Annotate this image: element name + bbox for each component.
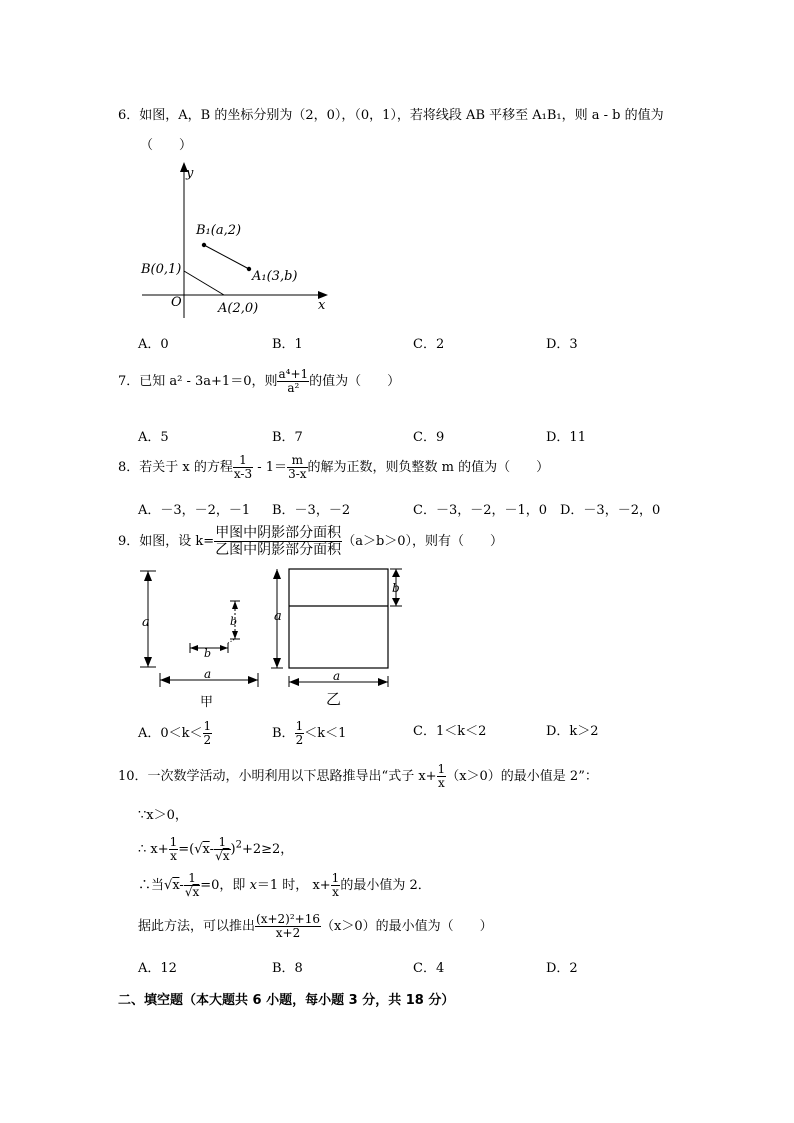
- section-heading: 二、填空题（本大题共 6 小题，每小题 3 分，共 18 分）: [118, 993, 455, 1008]
- q10-line4-fraction: [255, 913, 321, 940]
- yi-caption: 乙: [326, 690, 342, 708]
- q7-option-a: A．5: [138, 430, 169, 445]
- point-a1-label: A₁(3,b): [252, 269, 298, 284]
- q7-pre: 7．已知 a² - 3a+1＝0，则: [118, 374, 278, 389]
- q8-fraction-1: [233, 454, 253, 481]
- q10-line4-num: (x+2)²+16: [256, 912, 320, 926]
- jia-caption: 甲: [200, 695, 214, 710]
- q7-stem: [118, 368, 400, 395]
- point-b1-label: B₁(a,2): [196, 223, 242, 238]
- q9-den: 乙图中阴影部分面积: [215, 542, 342, 558]
- q9-post: （a＞b＞0），则有（ ）: [342, 534, 504, 549]
- q10-line4-post: （x＞0）的最小值为（ ）: [320, 919, 493, 934]
- q8-f2-num: m: [287, 454, 307, 468]
- q10-line2: ∴ x+ $\frac{1}{x}$ =(√x- $\frac{1}{√x}$ )$^2$+2≥2，: [138, 835, 294, 863]
- y-axis-label: y: [186, 166, 194, 181]
- q6-paren: （ ）: [140, 138, 193, 153]
- q6-stem: 6．如图，A，B 的坐标分别为（2，0），（0，1），若将线段 AB 平移至 A₁B₁，则 a - b 的值为: [118, 108, 664, 123]
- yi-a-horizontal-label: a: [333, 669, 341, 683]
- q8-option-a: A．－3，－2，－1: [138, 503, 251, 518]
- q9-stem: [118, 525, 503, 558]
- q9-figures: [134, 563, 414, 693]
- q10-option-b: B．8: [272, 961, 303, 976]
- q8-option-d: D．－3，－2，0: [560, 503, 661, 518]
- origin-label: O: [171, 295, 182, 310]
- q10-stem-num: 1: [437, 762, 446, 776]
- q8-pre: 8．若关于 x 的方程: [118, 460, 233, 475]
- q10-option-a: A．12: [138, 961, 177, 976]
- q10-line4: [138, 913, 493, 940]
- q8-mid: - 1＝: [253, 460, 288, 475]
- q10-stem: [118, 763, 598, 790]
- q8-fraction-2: [287, 454, 307, 481]
- q9-option-c: C．1＜k＜2: [413, 724, 487, 739]
- q9-fraction: [214, 525, 342, 558]
- q10-stem-post: （x＞0）的最小值是 2”：: [446, 769, 598, 784]
- jia-a-vertical-label: a: [142, 615, 150, 630]
- q9-option-a: A．0＜k＜ $\frac{1}{2}$: [138, 719, 212, 747]
- q8-f1-den: x-3: [233, 467, 253, 481]
- point-a-label: A(2,0): [218, 301, 259, 316]
- q6-graph: [138, 158, 338, 323]
- q6-option-a: A．0: [138, 337, 169, 352]
- q7-den: a²: [287, 381, 300, 395]
- jia-a-horizontal-label: a: [204, 667, 212, 681]
- q8-f1-num: 1: [233, 454, 253, 468]
- q8-stem: [118, 454, 549, 481]
- q10-stem-den: x: [437, 776, 445, 790]
- yi-a-vertical-label: a: [274, 609, 282, 624]
- q9-option-d: D．k＞2: [546, 724, 599, 739]
- yi-b-label: b: [392, 581, 400, 595]
- q10-line1: ∵x＞0，: [138, 808, 188, 823]
- x-axis-label: x: [318, 298, 326, 313]
- q10-option-d: D．2: [546, 961, 578, 976]
- q10-stem-pre: 10．一次数学活动，小明利用以下思路推导出“式子 x+: [118, 769, 437, 784]
- q10-line3: ∴当√x- $\frac{1}{√x}$ =0，即 x＝1 时， x+ $\frac{1}{x}$ 的最小值为 2．: [138, 871, 431, 899]
- q7-option-b: B．7: [272, 430, 303, 445]
- q7-fraction: [277, 368, 309, 395]
- jia-b-horizontal-label: b: [204, 647, 212, 660]
- q8-option-b: B．－3，－2: [272, 503, 351, 518]
- q6-option-b: B．1: [272, 337, 303, 352]
- point-b-label: B(0,1): [141, 262, 182, 277]
- q10-line4-den: x+2: [275, 926, 301, 940]
- q9-option-b: B． $\frac{1}{2}$ ＜k＜1: [272, 719, 347, 747]
- q9-pre: 9．如图，设 k=: [118, 534, 215, 549]
- q8-post: 的解为正数，则负整数 m 的值为（ ）: [307, 460, 550, 475]
- q6-option-d: D．3: [546, 337, 578, 352]
- q8-option-c: C．－3，－2，－1，0: [413, 503, 548, 518]
- jia-b-vertical-label: b: [230, 615, 238, 628]
- q7-post: 的值为（ ）: [309, 374, 401, 389]
- q9-num: 甲图中阴影部分面积: [215, 525, 342, 541]
- q6-option-c: C．2: [413, 337, 445, 352]
- q10-line4-pre: 据此方法，可以推出: [138, 919, 256, 934]
- q7-option-c: C．9: [413, 430, 445, 445]
- q8-f2-den: 3-x: [288, 467, 307, 481]
- q7-option-d: D．11: [546, 430, 586, 445]
- q10-stem-fraction: [437, 763, 447, 790]
- q10-option-c: C．4: [413, 961, 445, 976]
- q7-num: a⁴+1: [278, 367, 309, 381]
